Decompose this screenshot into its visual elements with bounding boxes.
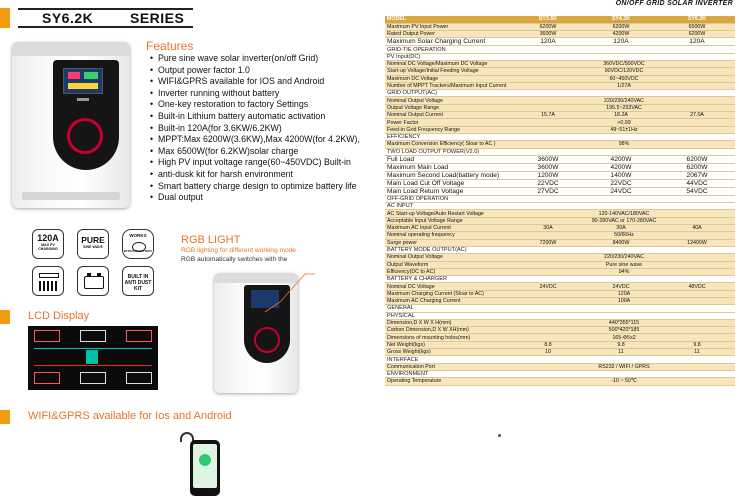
- spec-cell: 100A: [513, 298, 735, 305]
- spec-cell: Number of MPPT Trackers/Maximum Input Current: [385, 82, 513, 89]
- spec-row: [385, 126, 735, 133]
- spec-row: [385, 148, 735, 155]
- spec-cell: Maximum AC Charging Current: [385, 298, 513, 305]
- spec-cell: 1/27A: [513, 82, 735, 89]
- spec-cell: -10 ~ 50℃: [513, 378, 735, 385]
- spec-cell: Gross Weight(kgs): [385, 349, 513, 356]
- spec-cell: Main Load Cut Off Voltage: [385, 179, 513, 187]
- spec-row: [385, 68, 735, 75]
- spec-cell: 120A: [659, 38, 735, 46]
- spec-cell: Net Weight(kgs): [385, 341, 513, 348]
- spec-row: [385, 276, 735, 283]
- spec-cell: 3600W: [513, 31, 583, 38]
- spec-cell: 3600W: [513, 155, 583, 163]
- spec-cell: Carbon Dimension,D X W XH(mm): [385, 327, 513, 334]
- spec-cell: 27.0A: [659, 112, 735, 119]
- spec-cell: 11: [659, 349, 735, 356]
- spec-row: [385, 341, 735, 348]
- spec-cell: EFFICIENCY: [385, 133, 513, 140]
- feature-item: • Dual output: [150, 192, 375, 204]
- spec-cell: 40A: [659, 225, 735, 232]
- spec-cell: Dimensions of mounting holes(mm): [385, 334, 513, 341]
- feature-item: • Inverter running without battery: [150, 88, 375, 100]
- feature-item: • Smart battery charge design to optimize battery life: [150, 181, 375, 193]
- lcd-accent-bar: [0, 310, 10, 324]
- inverter-main-image: [12, 42, 130, 208]
- rgb-pointer-line: [260, 262, 320, 322]
- feature-item: • WIFI&GPRS available for IOS and Android: [150, 76, 375, 88]
- spec-cell: OFF-GRID OPERATION: [385, 195, 513, 202]
- spec-cell: Feed-in Grid Frequency Range: [385, 126, 513, 133]
- spec-cell: 8400W: [583, 239, 659, 246]
- spec-cell: RS232 / WIFI / GPRS: [513, 363, 735, 370]
- spec-row: [385, 298, 735, 305]
- spec-cell: Output Waveform: [385, 261, 513, 268]
- spec-cell: 8.8: [513, 341, 583, 348]
- spec-cell: Nominal DC Voltage: [385, 283, 513, 290]
- spec-cell: [513, 370, 735, 377]
- page-top-title: ON/OFF GRID SOLAR INVERTER: [615, 0, 733, 7]
- spec-row: [385, 370, 735, 377]
- badge-anti-dust: BUILT IN ANTI DUST KIT: [122, 266, 154, 296]
- lcd-display-image: [28, 326, 158, 390]
- spec-row: [385, 46, 735, 53]
- spec-row: [385, 133, 735, 140]
- spec-cell: 120A: [513, 290, 735, 297]
- spec-row: [385, 363, 735, 370]
- spec-row: [385, 82, 735, 89]
- spec-cell: [513, 148, 735, 155]
- spec-row: [385, 268, 735, 275]
- spec-cell: PHYSICAL: [385, 312, 513, 319]
- spec-cell: BATTERY & CHARGER: [385, 276, 513, 283]
- spec-cell: 24VDC: [513, 283, 583, 290]
- spec-row: [385, 90, 735, 97]
- spec-row: [385, 349, 735, 356]
- spec-cell: 30A: [513, 225, 583, 232]
- spec-cell: Start-up Voltage/Initial Feeding Voltage: [385, 68, 513, 75]
- spec-cell: 360VDC/500VDC: [513, 60, 735, 67]
- rgb-line2: RGB automatically switches with the: [181, 256, 288, 263]
- spec-cell: Full Load: [385, 155, 513, 163]
- spec-cell: [513, 356, 735, 363]
- spec-row: [385, 97, 735, 104]
- spec-cell: Output Voltage Range: [385, 104, 513, 111]
- spec-cell: [513, 133, 735, 140]
- spec-row: [385, 112, 735, 119]
- model-title: SY6.2K: [42, 10, 94, 26]
- spec-cell: 9.8: [583, 341, 659, 348]
- spec-cell: Efficiency(DC to AC): [385, 268, 513, 275]
- feature-item: • Built-in Lithium battery automatic activation: [150, 111, 375, 123]
- spec-row: [385, 290, 735, 297]
- spec-table: [385, 16, 735, 386]
- spec-cell: [513, 195, 735, 202]
- spec-cell: 24VDC: [583, 187, 659, 195]
- spec-cell: Nominal Output Voltage: [385, 254, 513, 261]
- spec-cell: 6200W: [583, 23, 659, 30]
- rgb-ring: [67, 118, 103, 154]
- spec-row: [385, 31, 735, 38]
- spec-row: [385, 217, 735, 224]
- wifi-accent-bar: [0, 410, 10, 424]
- spec-cell: 6200W: [659, 163, 735, 171]
- spec-row: [385, 210, 735, 217]
- spec-cell: SY6.2K: [659, 16, 735, 23]
- spec-cell: Surge power: [385, 239, 513, 246]
- spec-cell: 120-140VAC/180VAC: [513, 210, 735, 217]
- spec-row: [385, 225, 735, 232]
- spec-cell: 6200W: [659, 31, 735, 38]
- spec-cell: BATTERY MODE OUTPUT(AC): [385, 246, 513, 253]
- spec-cell: 30A: [583, 225, 659, 232]
- spec-cell: Operating Temperature: [385, 378, 513, 385]
- spec-row: [385, 203, 735, 210]
- spec-cell: MODEL: [385, 16, 513, 23]
- spec-cell: [513, 246, 735, 253]
- rgb-ring-small: [254, 327, 280, 353]
- spec-cell: GRID-TIE OPERATION: [385, 46, 513, 53]
- spec-row: [385, 119, 735, 126]
- spec-cell: [513, 276, 735, 283]
- spec-cell: 6500W: [659, 23, 735, 30]
- spec-row: [385, 195, 735, 202]
- badge-pure-sine: PURE SINE WAVE: [77, 229, 109, 259]
- feature-item: • Built-in 120A(for 3.6KW/6.2KW): [150, 123, 375, 135]
- spec-cell: [513, 312, 735, 319]
- spec-row: [385, 23, 735, 30]
- inverter-screen: [63, 68, 103, 94]
- spec-cell: 120A: [583, 38, 659, 46]
- spec-cell: Dimension,D X W X H(mm): [385, 319, 513, 326]
- inverter-buttons: [77, 98, 89, 101]
- spec-cell: SY4.2K: [583, 16, 659, 23]
- feature-item: • Output power factor 1.0: [150, 65, 375, 77]
- spec-cell: 22VDC: [513, 179, 583, 187]
- series-title: SERIES: [130, 10, 185, 26]
- spec-cell: 90VDC/120VDC: [513, 68, 735, 75]
- spec-cell: Nominal Output Current: [385, 112, 513, 119]
- spec-row: [385, 378, 735, 385]
- spec-row: [385, 334, 735, 341]
- spec-cell: 1200W: [513, 171, 583, 179]
- spec-cell: Rated Output Power: [385, 31, 513, 38]
- battery-grid-icon: [32, 266, 64, 296]
- spec-cell: 4200W: [583, 155, 659, 163]
- phone-image: [190, 440, 220, 496]
- spec-cell: 49~51±1Hz: [513, 126, 735, 133]
- spec-cell: AC INPUT: [385, 203, 513, 210]
- spec-cell: Maximum Second Load(battery mode): [385, 171, 513, 179]
- feature-item: • One-key restoration to factory Settings: [150, 99, 375, 111]
- spec-row: [385, 239, 735, 246]
- spec-cell: 54VDC: [659, 187, 735, 195]
- inverter-bottom-vent: [22, 192, 120, 200]
- spec-cell: 440*355*115: [513, 319, 735, 326]
- spec-cell: Maximum Solar Charging Current: [385, 38, 513, 46]
- spec-row: [385, 53, 735, 60]
- spec-cell: 24VDC: [583, 283, 659, 290]
- spec-row: [385, 261, 735, 268]
- spec-cell: 15.7A: [513, 112, 583, 119]
- spec-row: [385, 283, 735, 290]
- spec-cell: 195.5~253VAC: [513, 104, 735, 111]
- spec-cell: 7200W: [513, 239, 583, 246]
- features-list: [150, 53, 375, 204]
- spec-row: [385, 16, 735, 23]
- spec-cell: Communication Port: [385, 363, 513, 370]
- spec-cell: 11: [583, 349, 659, 356]
- badge-120a: 120A MAX PV CHARGING: [32, 229, 64, 259]
- spec-row: [385, 187, 735, 195]
- spec-cell: Pure sine wave: [513, 261, 735, 268]
- spec-cell: Power Factor: [385, 119, 513, 126]
- spec-cell: 50/60Hz: [513, 232, 735, 239]
- spec-cell: Maximum AC Input Current: [385, 225, 513, 232]
- spec-cell: Acceptable Input Voltage Range: [385, 217, 513, 224]
- spec-cell: Main Load Return Voltage: [385, 187, 513, 195]
- spec-cell: GENERAL: [385, 305, 513, 312]
- spec-cell: 4200W: [583, 31, 659, 38]
- spec-row: [385, 75, 735, 82]
- spec-row: [385, 104, 735, 111]
- spec-row: [385, 232, 735, 239]
- spec-row: [385, 312, 735, 319]
- spec-row: [385, 141, 735, 148]
- rgb-title: RGB LIGHT: [181, 234, 241, 246]
- spec-row: [385, 179, 735, 187]
- spec-cell: [513, 90, 735, 97]
- spec-cell: 90-280VAC or 170-280VAC: [513, 217, 735, 224]
- spec-cell: SY3.6K: [513, 16, 583, 23]
- spec-row: [385, 305, 735, 312]
- spec-cell: Maximum Conversion Efficiency( Sloar to AC ): [385, 141, 513, 148]
- spec-row: [385, 319, 735, 326]
- spec-cell: 2067W: [659, 171, 735, 179]
- spec-row: [385, 254, 735, 261]
- spec-cell: [513, 53, 735, 60]
- spec-row: [385, 155, 735, 163]
- spec-cell: 98%: [513, 141, 735, 148]
- spec-cell: 60~450VDC: [513, 75, 735, 82]
- spec-cell: 220/230/240VAC: [513, 97, 735, 104]
- spec-cell: 120A: [513, 38, 583, 46]
- lcd-title: LCD Display: [28, 310, 90, 322]
- spec-cell: Nominal DC Voltage/Maximum DC Voltage: [385, 60, 513, 67]
- feature-item: • Max 6500W(for 6.2KW)solar charge: [150, 146, 375, 158]
- spec-cell: [513, 305, 735, 312]
- spec-cell: 27VDC: [513, 187, 583, 195]
- spec-cell: 44VDC: [659, 179, 735, 187]
- spec-cell: AC Start-up Voltage/Auto Restart Voltage: [385, 210, 513, 217]
- spec-cell: 48VDC: [659, 283, 735, 290]
- spec-row: [385, 60, 735, 67]
- wifi-title: WIFI&GPRS available for Ios and Android: [28, 410, 232, 422]
- feature-item: • High PV input voltage range(60~450VDC) Built-in: [150, 157, 375, 169]
- spec-row: [385, 356, 735, 363]
- spec-cell: 6200W: [513, 23, 583, 30]
- spec-cell: Nominal operating frequency: [385, 232, 513, 239]
- feature-item: • MPPT:Max 6200W(3.6KW),Max 4200W(for 4.2KW),: [150, 134, 375, 146]
- spec-cell: 6200W: [659, 155, 735, 163]
- spec-row: [385, 246, 735, 253]
- spec-cell: 4200W: [583, 163, 659, 171]
- spec-cell: 165-Φ5x2: [513, 334, 735, 341]
- battery-icon: [77, 266, 109, 296]
- spec-row: [385, 171, 735, 179]
- spec-cell: Maximum DC Voltage: [385, 75, 513, 82]
- spec-cell: 1400W: [583, 171, 659, 179]
- spec-cell: 500*420*185: [513, 327, 735, 334]
- spec-cell: Nominal Output Voltage: [385, 97, 513, 104]
- inverter-control-panel: [53, 60, 119, 170]
- spec-cell: TWO LOAD OUTPUT POWER(V2.0): [385, 148, 513, 155]
- spec-cell: INTERFACE: [385, 356, 513, 363]
- header-accent-bar: [0, 8, 10, 28]
- spec-row: [385, 163, 735, 171]
- spec-cell: GRID OUTPUT(AC): [385, 90, 513, 97]
- inverter-top-cap: [12, 42, 130, 56]
- table-dot: [498, 434, 501, 437]
- spec-cell: 220/230/240VAC: [513, 254, 735, 261]
- spec-cell: 12400W: [659, 239, 735, 246]
- spec-cell: 3600W: [513, 163, 583, 171]
- spec-cell: [513, 46, 735, 53]
- spec-cell: [513, 203, 735, 210]
- spec-cell: Maximum Main Load: [385, 163, 513, 171]
- badge-works-without-battery: WORKS WITHOUT BATTERY: [122, 229, 154, 259]
- spec-row: [385, 327, 735, 334]
- spec-cell: 9.8: [659, 341, 735, 348]
- rgb-line1: RGB lighting for different working mode: [181, 247, 296, 254]
- spec-cell: >0.99: [513, 119, 735, 126]
- spec-cell: Maximum Charging Current (Sloar to AC): [385, 290, 513, 297]
- spec-row: [385, 38, 735, 46]
- spec-cell: PV Input(DC): [385, 53, 513, 60]
- feature-item: • Pure sine wave solar inverter(on/off Grid): [150, 53, 375, 65]
- spec-cell: 10: [513, 349, 583, 356]
- spec-cell: 94%: [513, 268, 735, 275]
- spec-cell: 22VDC: [583, 179, 659, 187]
- spec-cell: ENVIRONMENT: [385, 370, 513, 377]
- spec-cell: 18.2A: [583, 112, 659, 119]
- feature-item: • anti-dusk kit for harsh environment: [150, 169, 375, 181]
- spec-cell: Maximum PV Input Power: [385, 23, 513, 30]
- features-title: Features: [146, 39, 194, 53]
